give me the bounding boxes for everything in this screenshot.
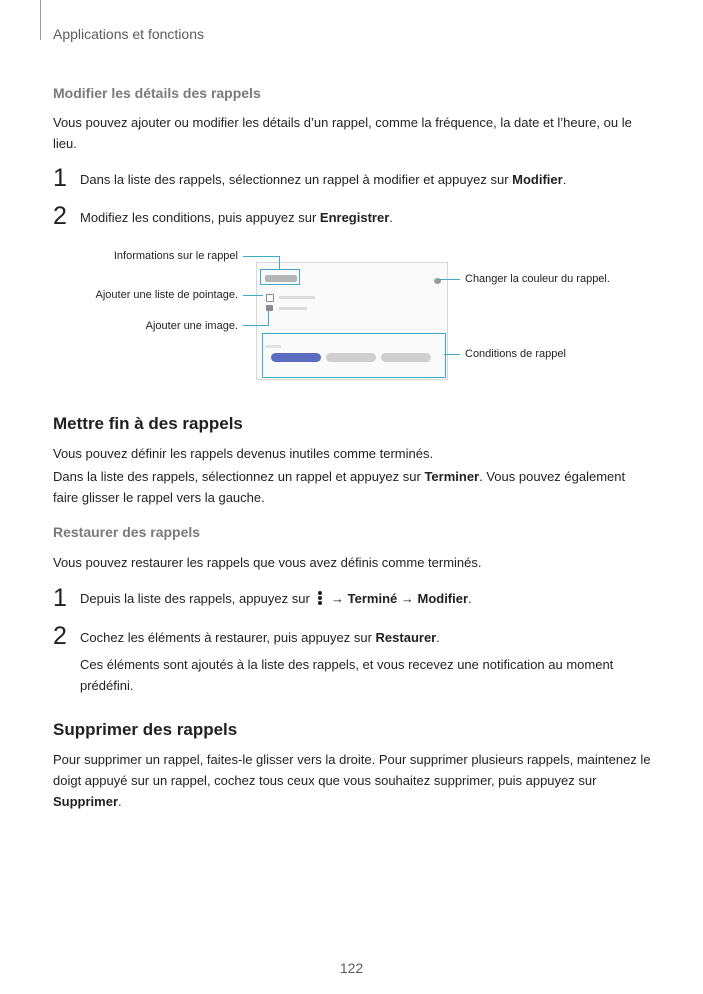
more-options-icon (316, 591, 324, 605)
image-placeholder-line (279, 307, 307, 310)
checkbox-icon (266, 294, 274, 302)
condition-button-other (381, 353, 431, 362)
section-title-finish: Mettre fin à des rappels (53, 414, 243, 433)
finish-paragraph-2: Dans la liste des rappels, sélectionnez un rappel et appuyez sur Terminer. Vous pouvez également faire glisser le rappel vers la gauche. (53, 469, 626, 505)
callout-line-info-h (243, 256, 280, 257)
section-intro-modify: Vous pouvez ajouter ou modifier les détails d’un rappel, comme la fréquence, la date et l’heure, ou le lieu. (53, 115, 632, 151)
restore-intro: Vous pouvez restaurer les rappels que vous avez définis comme terminés. (53, 555, 482, 570)
highlight-info (260, 269, 300, 285)
callout-info: Informations sur le rappel (113, 250, 238, 262)
header-rule (40, 0, 41, 40)
running-header: Applications et fonctions (53, 26, 204, 42)
section-subtitle-modify: Modifier les détails des rappels (53, 85, 261, 101)
restore-step-text-2: Cochez les éléments à restaurer, puis appuyez sur Restaurer. (80, 630, 440, 645)
step-text-1: Dans la liste des rappels, sélectionnez un rappel à modifier et appuyez sur Modifier. (80, 172, 567, 187)
reminder-title-placeholder (265, 275, 297, 282)
step-number-1: 1 (53, 164, 67, 192)
section-subtitle-restore: Restaurer des rappels (53, 524, 201, 540)
callout-line-color (438, 279, 460, 280)
reminder-edit-screenshot (256, 262, 448, 380)
callout-image: Ajouter une image. (145, 320, 238, 332)
condition-button-place (326, 353, 376, 362)
highlight-conditions (262, 333, 446, 378)
callout-color: Changer la couleur du rappel. (465, 273, 610, 285)
page-number: 122 (339, 960, 364, 976)
restore-step-number-2: 2 (53, 622, 67, 650)
callout-line-checklist (243, 295, 263, 296)
conditions-label-placeholder (265, 345, 281, 348)
delete-paragraph: Pour supprimer un rappel, faites-le glisser vers la droite. Pour supprimer plusieurs rappels, maintenez le doigt appuyé sur un rappel, cochez tous ceux que vous souhaitez supprimer, puis appuyez sur Supprimer. (53, 752, 651, 809)
restore-step-text-1: Depuis la liste des rappels, appuyez sur → Terminé → Modifier. (80, 591, 472, 606)
callout-line-conditions (444, 354, 460, 355)
image-icon (266, 305, 273, 311)
step-number-2: 2 (53, 202, 67, 230)
restore-step-number-1: 1 (53, 584, 67, 612)
palette-icon (434, 278, 441, 284)
finish-paragraph-1: Vous pouvez définir les rappels devenus inutiles comme terminés. (53, 446, 434, 461)
callout-line-info-v (279, 256, 280, 270)
checklist-placeholder-line (279, 296, 315, 299)
callout-conditions: Conditions de rappel (465, 348, 566, 360)
condition-button-time (271, 353, 321, 362)
step-text-2: Modifiez les conditions, puis appuyez sur Enregistrer. (80, 210, 393, 225)
callout-checklist: Ajouter une liste de pointage. (95, 289, 238, 301)
callout-line-image-h (243, 325, 269, 326)
section-title-delete: Supprimer des rappels (53, 720, 238, 739)
callout-line-image-v (268, 309, 269, 326)
restore-step-note: Ces éléments sont ajoutés à la liste des rappels, et vous recevez une notification au moment prédéfini. (80, 657, 614, 693)
